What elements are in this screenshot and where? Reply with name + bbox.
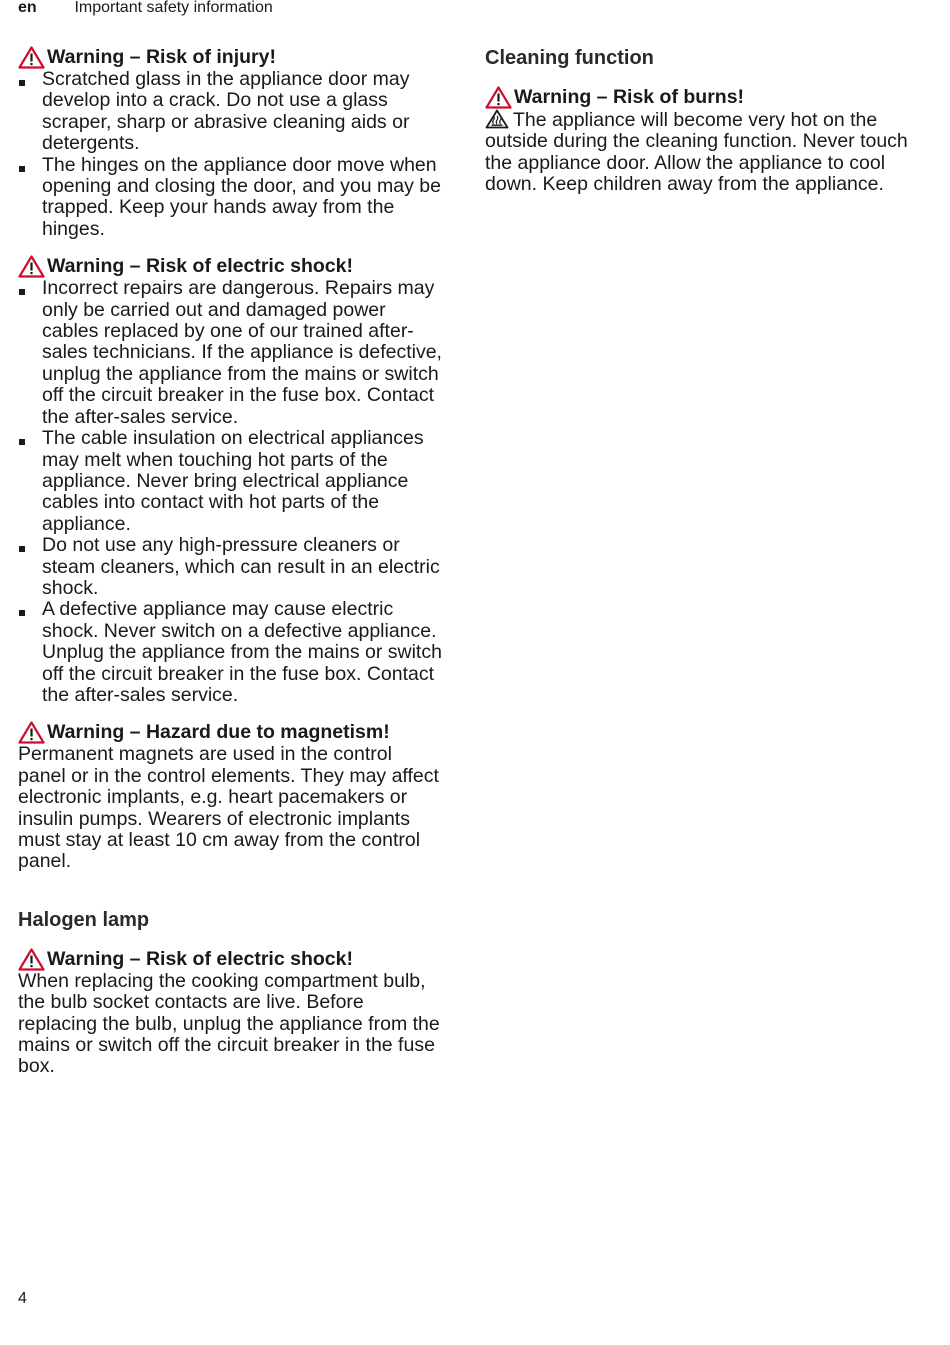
warning-electric-shock	[18, 255, 443, 706]
list-item: The cable insulation on electrical appliances may melt when touching hot parts of the appliance. Never bring electrical appliance cables into contact with hot parts of the appliance.	[18, 428, 443, 535]
list-item: Do not use any high-pressure cleaners or steam cleaners, which can result in an electric shock.	[18, 535, 443, 599]
list-item: Incorrect repairs are dangerous. Repairs may only be carried out and damaged power cables replaced by one of our trained after-sales technicians. If the appliance is defective, unplug the appliance from the mains or switch off the circuit breaker in the fuse box. Contact the after-sales service.	[18, 278, 443, 428]
list-item: Scratched glass in the appliance door may develop into a crack. Do not use a glass scraper, sharp or abrasive cleaning aids or detergents.	[18, 69, 443, 155]
warning-title: Warning – Risk of electric shock!	[47, 255, 353, 278]
warning-title: Warning – Risk of electric shock!	[47, 947, 353, 970]
page-number: 4	[18, 1290, 27, 1307]
hot-surface-icon	[485, 109, 509, 129]
warning-triangle-icon	[18, 721, 45, 744]
warning-text: The appliance will become very hot on the outside during the cleaning function. Never touch the appliance door. Allow the appliance to cool down. Keep children away from the appliance.	[485, 109, 908, 196]
right-column	[485, 46, 910, 211]
warning-title: Warning – Hazard due to magnetism!	[47, 721, 390, 744]
warning-triangle-icon	[18, 46, 45, 69]
section-cleaning-function	[485, 46, 910, 196]
list-item: The hinges on the appliance door move when opening and closing the door, and you may be trapped. Keep your hands away from the hinges.	[18, 155, 443, 241]
bullet-list	[18, 278, 443, 706]
section-heading: Cleaning function	[485, 47, 654, 69]
warning-title: Warning – Risk of burns!	[514, 85, 745, 108]
warning-title: Warning – Risk of injury!	[47, 45, 276, 68]
bullet-list	[18, 69, 443, 240]
warning-injury	[18, 46, 443, 240]
warning-text: When replacing the cooking compartment bulb, the bulb socket contacts are live. Before replacing the bulb, unplug the appliance from the mains or switch off the circuit breaker in the fuse box.	[18, 969, 440, 1078]
page-header	[18, 0, 273, 18]
warning-triangle-icon	[485, 86, 512, 109]
section-halogen-lamp	[18, 908, 443, 1078]
section-heading: Halogen lamp	[18, 908, 150, 931]
header-title: Important safety information	[74, 0, 273, 16]
list-item: A defective appliance may cause electric shock. Never switch on a defective appliance. Unplug the appliance from the mains or switch off the circuit breaker in the fuse box. Contact the after-sales service.	[18, 599, 443, 706]
warning-magnetism	[18, 721, 443, 872]
language-code: en	[18, 0, 37, 16]
warning-triangle-icon	[18, 255, 45, 278]
left-column	[18, 46, 443, 1093]
warning-triangle-icon	[18, 948, 45, 971]
warning-text: Permanent magnets are used in the control panel or in the control elements. They may affect electronic implants, e.g. heart pacemakers or insulin pumps. Wearers of electronic implants must stay at least 10 cm away from the control panel.	[18, 743, 439, 873]
